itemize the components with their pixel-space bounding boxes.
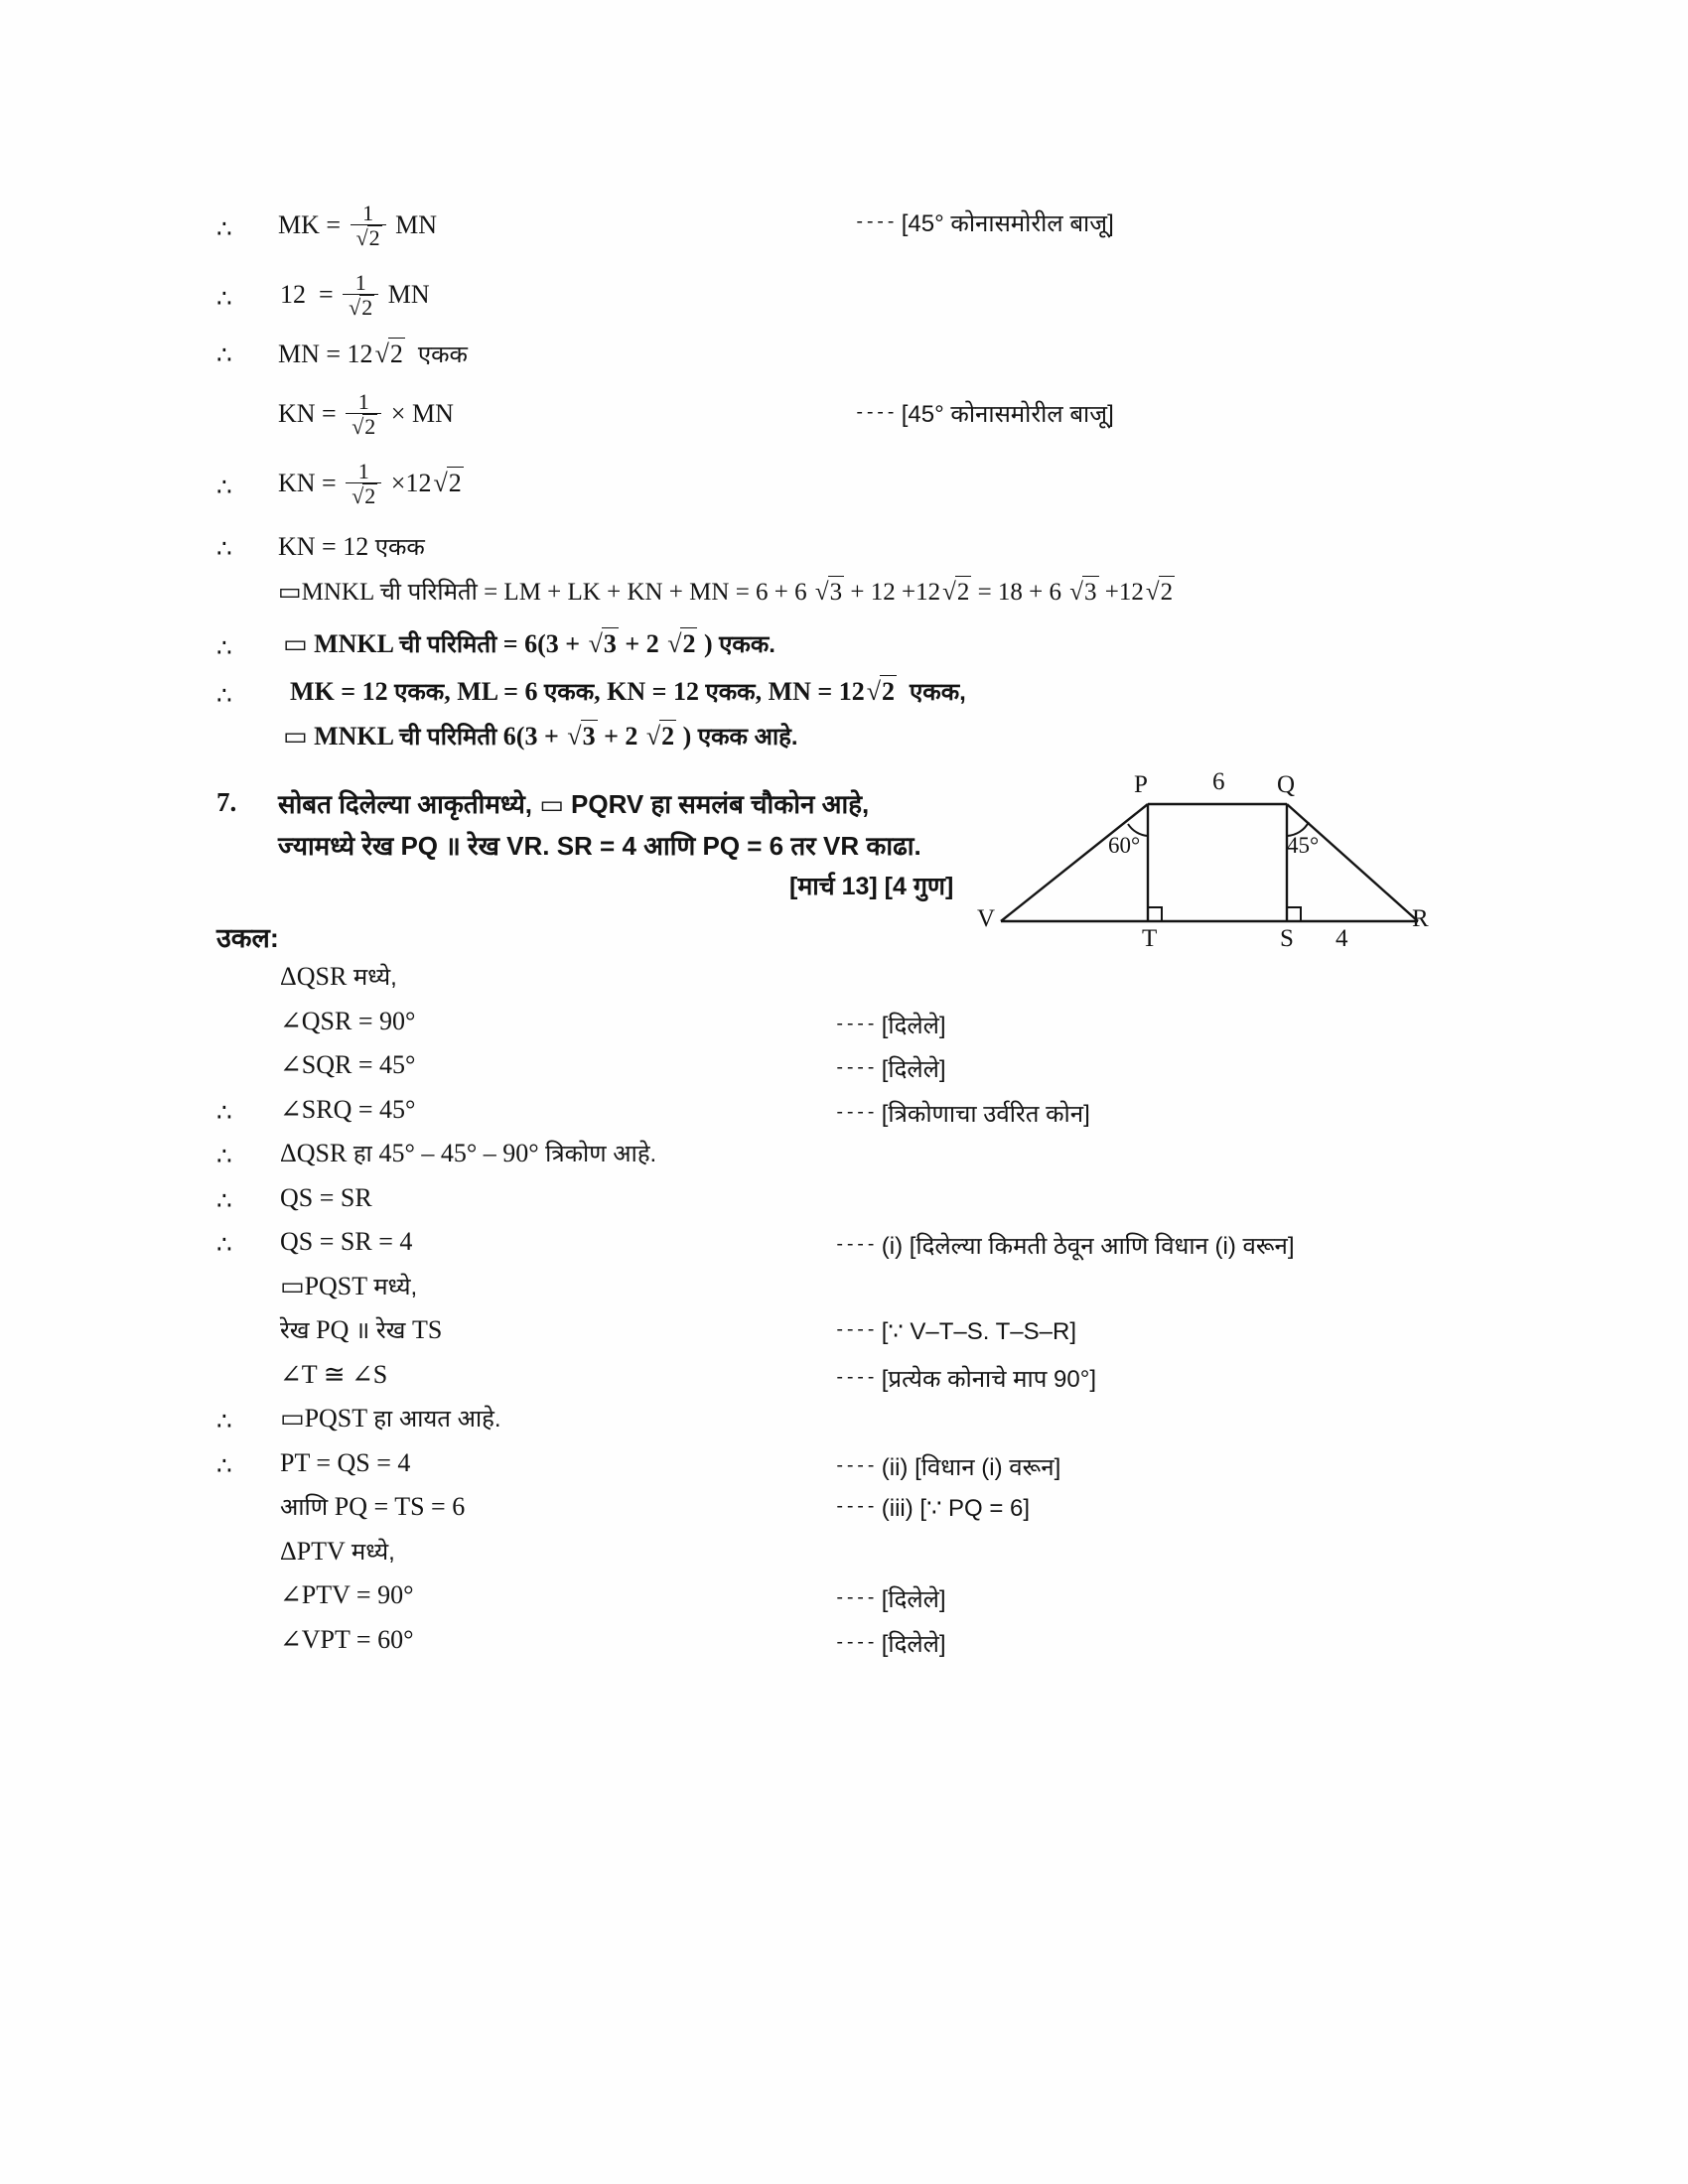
solution-step-text: QS = SR = 4: [280, 1227, 413, 1256]
therefore-symbol: ∴: [216, 1097, 232, 1127]
therefore-symbol: ∴: [216, 284, 232, 313]
side-length-top: 6: [1212, 768, 1225, 795]
equation-twelve: 12 = $\frac{1}{√2}$ MN: [280, 270, 430, 321]
therefore-symbol: ∴: [216, 214, 232, 243]
equation-mn-value: MN = 12√2 एकक: [278, 338, 468, 371]
equation-kn-value: KN = 12 एकक: [278, 532, 425, 561]
question-marks-tag: [मार्च 13] [4 गुण]: [789, 873, 954, 900]
solution-step-text: ∠SRQ = 45°: [280, 1094, 416, 1124]
angle-label-60: 60°: [1108, 833, 1141, 858]
solution-step-text: रेख PQ ॥ रेख TS: [280, 1315, 443, 1344]
solution-step-text: ▭PQST हा आयत आहे.: [280, 1404, 501, 1433]
trapezium-diagram: [953, 754, 1430, 953]
question-text-line-1: सोबत दिलेल्या आकृतीमध्ये, ▭ PQRV हा समलंब चौकोन आहे,: [278, 789, 870, 819]
equation-kn-expanded: KN = $\frac{1}{√2}$ ×12√2: [278, 459, 462, 509]
solution-step-text: ΔQSR हा 45° – 45° – 90° त्रिकोण आहे.: [280, 1139, 657, 1167]
therefore-symbol: ∴: [216, 1407, 232, 1435]
trapezium-svg: [953, 754, 1430, 953]
solution-step-reason: ---- (iii) [∵ PQ = 6]: [834, 1495, 1031, 1522]
summary-line-2: ▭ MNKL ची परिमिती 6(3 + √3 + 2 √2 ) एकक आहे.: [283, 722, 798, 751]
unit-label-ekak: एकक: [374, 534, 425, 561]
therefore-symbol: ∴: [216, 1230, 232, 1259]
solution-step-reason: ---- (ii) [विधान (i) वरून]: [834, 1453, 1061, 1481]
solution-step-reason: ---- [दिलेले]: [834, 1586, 946, 1613]
fraction-one-over-root-two: $\frac{1}{√2}$: [346, 390, 381, 438]
fraction-one-over-root-two: $\frac{1}{√2}$: [351, 202, 386, 249]
perimeter-result: ▭ MNKL ची परिमिती = 6(3 + √3 + 2 √2 ) एकक.: [283, 629, 775, 659]
solution-step-text: ∠T ≅ ∠S: [280, 1359, 388, 1389]
therefore-symbol: ∴: [216, 534, 232, 563]
solution-step-text: ΔQSR मध्ये,: [280, 962, 397, 991]
solution-step-reason: ---- [दिलेले]: [834, 1012, 946, 1039]
vertex-label-S: S: [1280, 925, 1294, 952]
summary-line-1: MK = 12 एकक, ML = 6 एकक, KN = 12 एकक, MN = 12√2 एकक,: [290, 675, 966, 709]
question-number: 7.: [216, 787, 237, 817]
solution-step-text: ΔPTV मध्ये,: [280, 1536, 395, 1566]
perimeter-expansion: ▭MNKL ची परिमिती = LM + LK + KN + MN = 6 + 6 √3 + 12 +12√2 = 18 + 6 √3 +12√2: [278, 576, 1175, 608]
vertex-label-T: T: [1142, 925, 1158, 952]
solution-step-text: आणि PQ = TS = 6: [280, 1492, 466, 1521]
solution-step-reason: ---- (i) [दिलेल्या किमती ठेवून आणि विधान (i) वरून]: [834, 1233, 1295, 1260]
solution-step-text: ∠VPT = 60°: [280, 1624, 414, 1654]
equation-mk: MK = $\frac{1}{√2}$ MN: [278, 201, 438, 251]
solution-step-reason: ---- [दिलेले]: [834, 1630, 946, 1658]
vertex-label-R: R: [1412, 905, 1429, 932]
solution-step-text: PT = QS = 4: [280, 1447, 411, 1477]
solution-step-text: QS = SR: [280, 1182, 372, 1212]
solution-step-reason: ---- [प्रत्येक कोनाचे माप 90°]: [834, 1365, 1096, 1393]
question-text-line-2: ज्यामध्ये रेख PQ ॥ रेख VR. SR = 4 आणि PQ = 6 तर VR काढा.: [278, 831, 921, 861]
fraction-one-over-root-two: $\frac{1}{√2}$: [343, 271, 378, 319]
therefore-symbol: ∴: [216, 681, 232, 710]
reason-note-1: ---- [45° कोनासमोरील बाजू]: [854, 210, 1114, 237]
equation-kn: KN = $\frac{1}{√2}$ × MN: [278, 389, 454, 440]
solution-step-reason: ---- [∵ V–T–S. T–S–R]: [834, 1318, 1077, 1345]
solution-label: उकल:: [216, 923, 279, 953]
vertex-label-V: V: [977, 905, 996, 932]
therefore-symbol: ∴: [216, 1185, 232, 1215]
solution-step-text: ▭PQST मध्ये,: [280, 1271, 418, 1300]
vertex-label-P: P: [1134, 771, 1148, 798]
solution-step-text: ∠SQR = 45°: [280, 1050, 416, 1079]
reason-note-2: ---- [45° कोनासमोरील बाजू]: [854, 401, 1114, 428]
angle-label-45: 45°: [1287, 833, 1320, 858]
fraction-one-over-root-two: $\frac{1}{√2}$: [346, 460, 381, 507]
therefore-symbol: ∴: [216, 633, 232, 662]
solution-step-reason: ---- [दिलेले]: [834, 1056, 946, 1083]
therefore-symbol: ∴: [216, 1142, 232, 1170]
side-length-bottom-right: 4: [1336, 925, 1348, 952]
therefore-symbol: ∴: [216, 473, 232, 501]
solution-step-reason: ---- [त्रिकोणाचा उर्वरित कोन]: [834, 1100, 1090, 1128]
therefore-symbol: ∴: [216, 1450, 232, 1480]
solution-step-text: ∠QSR = 90°: [280, 1006, 416, 1035]
therefore-symbol: ∴: [216, 341, 232, 369]
unit-label-ekak: एकक: [417, 341, 468, 368]
vertex-label-Q: Q: [1277, 771, 1296, 798]
solution-step-text: ∠PTV = 90°: [280, 1580, 414, 1609]
